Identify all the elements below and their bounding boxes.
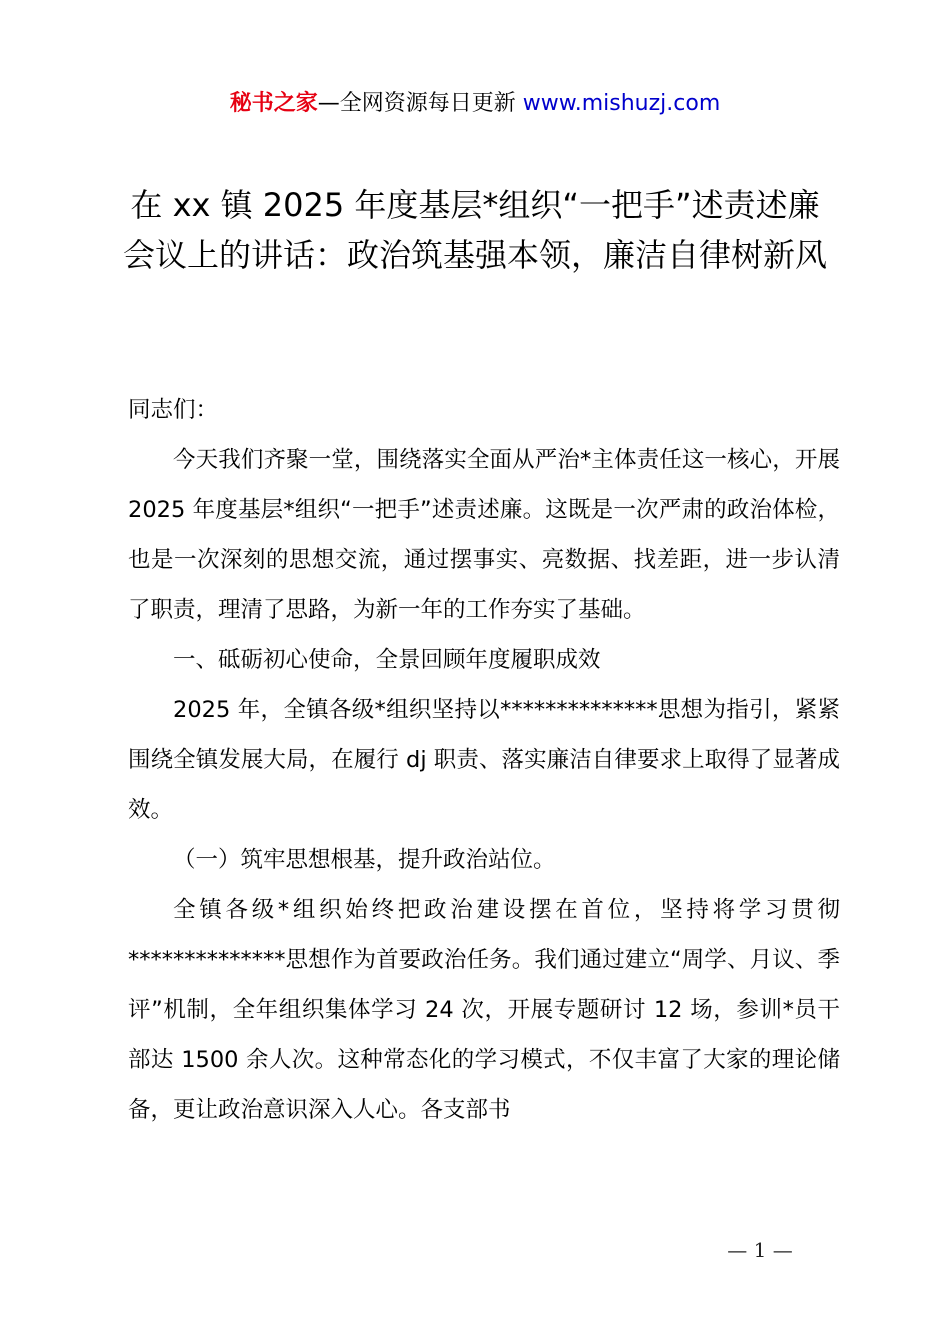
section-heading-1: 一、砥砺初心使命，全景回顾年度履职成效 xyxy=(173,647,601,673)
site-url-link[interactable]: www.mishuzj.com xyxy=(522,91,721,116)
page-number: — 1 — xyxy=(727,1238,793,1262)
document-body xyxy=(128,385,840,1135)
paragraph-review: 2025 年，全镇各级*组织坚持以**************思想为指引，紧紧围绕全镇发展大局，在履行 dj 职责、落实廉洁自律要求上取得了显著成效。 xyxy=(128,697,840,823)
subsection-heading-1: （一）筑牢思想根基，提升政治站位。 xyxy=(173,847,556,873)
document-title: 在 xx 镇 2025 年度基层*组织“一把手”述责述廉会议上的讲话：政治筑基强本领，廉洁自律树新风 xyxy=(122,186,827,274)
paragraph-study: 全镇各级*组织始终把政治建设摆在首位，坚持将学习贯彻**************思想作为首要政治任务。我们通过建立“周学、月议、季评”机制，全年组织集体学习 24 次，开展专题研讨 12 场，参训*员干部达 1500 余人次。这种常态化的学习模式，不仅丰富了大家的理论储备，更让政治意识深入人心。各支部书 xyxy=(128,897,840,1123)
header-banner xyxy=(0,88,950,120)
header-slogan: —全网资源每日更新 xyxy=(317,91,516,116)
salutation: 同志们： xyxy=(128,397,219,423)
paragraph-intro: 今天我们齐聚一堂，围绕落实全面从严治*主体责任这一核心，开展 2025 年度基层*组织“一把手”述责述廉。这既是一次严肃的政治体检，也是一次深刻的思想交流，通过摆事实、亮数据、找差距，进一步认清了职责，理清了思路，为新一年的工作夯实了基础。 xyxy=(128,447,840,623)
brand-name: 秘书之家 xyxy=(229,91,318,116)
